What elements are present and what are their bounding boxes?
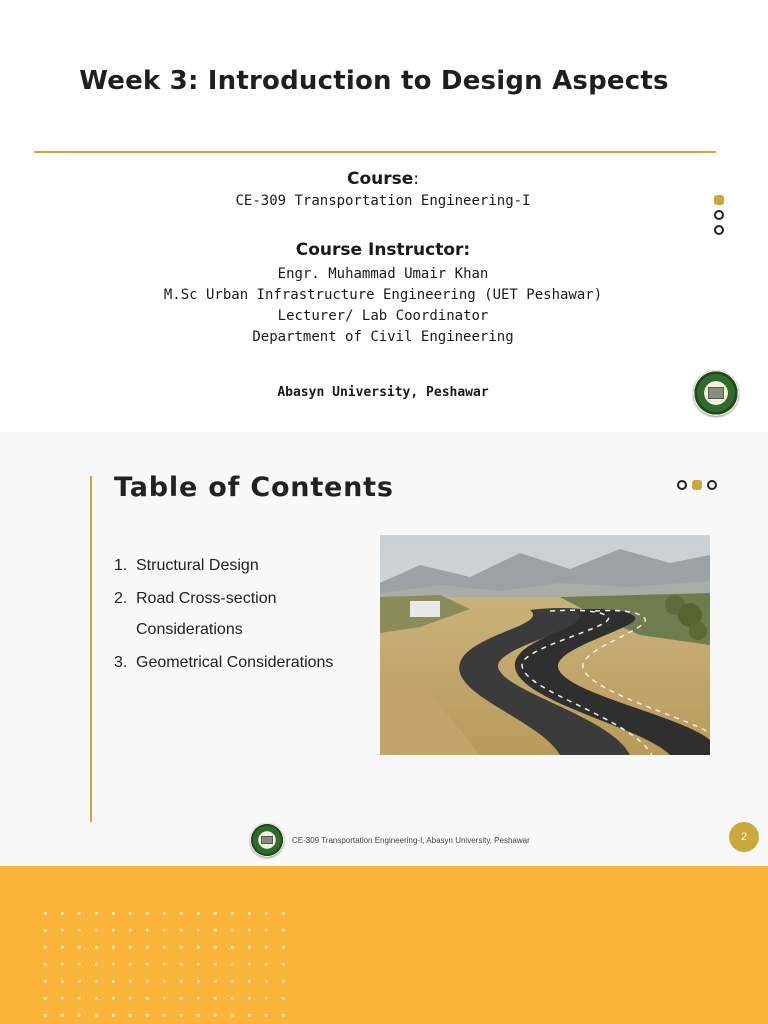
list-item [114, 550, 354, 581]
dot-active-icon [692, 480, 702, 490]
instructor-degree: M.Sc Urban Infrastructure Engineering (UET Peshawar) [163, 287, 603, 303]
grid-dot [282, 929, 285, 932]
grid-dot [112, 980, 115, 983]
grid-dot [61, 997, 64, 1000]
list-item-text: Road Cross-section Considerations [136, 590, 277, 638]
grid-dot [282, 963, 285, 966]
page-number-badge: 2 [729, 822, 759, 852]
instructor-department: Department of Civil Engineering [252, 329, 514, 345]
grid-dot [95, 929, 98, 932]
grid-dot [95, 1014, 98, 1017]
grid-dot [214, 980, 217, 983]
grid-dot [180, 912, 183, 915]
highway-photo [380, 535, 710, 755]
grid-dot [231, 1014, 234, 1017]
university-name: Abasyn University, Peshawar [277, 385, 489, 400]
grid-dot [146, 946, 149, 949]
grid-dot [248, 980, 251, 983]
course-label [0, 169, 766, 189]
grid-dot [197, 980, 200, 983]
grid-dot [78, 980, 81, 983]
grid-dot [78, 1014, 81, 1017]
grid-dot [265, 946, 268, 949]
grid-dot [214, 963, 217, 966]
grid-dot [231, 963, 234, 966]
grid-dot [180, 980, 183, 983]
grid-dot [146, 997, 149, 1000]
grid-dot [163, 1014, 166, 1017]
grid-dot [248, 1014, 251, 1017]
dot-icon [714, 210, 724, 220]
grid-dot [248, 912, 251, 915]
grid-dot [146, 929, 149, 932]
title-slide [0, 0, 768, 432]
grid-dot [163, 946, 166, 949]
grid-dot [44, 946, 47, 949]
grid-dot [231, 946, 234, 949]
grid-dot [180, 963, 183, 966]
grid-dot [112, 997, 115, 1000]
grid-dot [163, 963, 166, 966]
list-item [114, 647, 354, 678]
grid-dot [231, 929, 234, 932]
grid-dot [197, 1014, 200, 1017]
grid-dot [95, 946, 98, 949]
grid-dot [265, 980, 268, 983]
grid-dot [282, 912, 285, 915]
footer-text: CE-309 Transportation Engineering-I, Abasyn University, Peshawar [292, 835, 530, 845]
grid-dot [146, 1014, 149, 1017]
grid-dot [78, 946, 81, 949]
grid-dot [95, 997, 98, 1000]
grid-dot [163, 997, 166, 1000]
contents-title: Table of Contents [114, 472, 394, 503]
list-item-text: Structural Design [136, 557, 259, 574]
grid-dot [44, 963, 47, 966]
grid-dot [248, 963, 251, 966]
grid-dot [248, 946, 251, 949]
grid-dot [112, 929, 115, 932]
grid-dot [44, 1014, 47, 1017]
course-label-colon: : [413, 169, 420, 189]
grid-dot [265, 1014, 268, 1017]
instructor-label: Course Instructor: [295, 240, 471, 260]
grid-dot [129, 946, 132, 949]
dot-icon [677, 480, 687, 490]
grid-dot [112, 946, 115, 949]
grid-dot [129, 1014, 132, 1017]
dot-icon [707, 480, 717, 490]
grid-dot [180, 1014, 183, 1017]
grid-dot [61, 946, 64, 949]
grid-dot [214, 912, 217, 915]
grid-dot [78, 963, 81, 966]
title-divider [34, 151, 716, 153]
grid-dot [282, 1014, 285, 1017]
pagination-dots-icon [677, 480, 717, 492]
grid-dot [95, 980, 98, 983]
grid-dot [61, 929, 64, 932]
grid-dot [248, 929, 251, 932]
grid-dot [282, 997, 285, 1000]
grid-dot [197, 946, 200, 949]
grid-dot [180, 929, 183, 932]
accent-line [90, 476, 92, 822]
grid-dot [231, 980, 234, 983]
grid-dot [282, 946, 285, 949]
contents-slide [0, 432, 768, 866]
grid-dot [78, 912, 81, 915]
grid-dot [61, 912, 64, 915]
dot-active-icon [714, 195, 724, 205]
grid-dot [265, 929, 268, 932]
course-name: CE-309 Transportation Engineering-I [235, 193, 531, 209]
grid-dot [214, 1014, 217, 1017]
grid-dot [197, 912, 200, 915]
grid-dot [146, 963, 149, 966]
grid-dot [214, 997, 217, 1000]
grid-dot [163, 912, 166, 915]
grid-dot [231, 997, 234, 1000]
list-item [114, 583, 354, 645]
list-item-number: 3. [114, 654, 128, 671]
slide-title: Week 3: Introduction to Design Aspects [79, 66, 669, 96]
pagination-dots-icon [714, 195, 728, 240]
grid-dot [214, 946, 217, 949]
grid-dot [61, 963, 64, 966]
instructor-name: Engr. Muhammad Umair Khan [277, 266, 489, 282]
grid-dot [78, 929, 81, 932]
grid-dot [248, 997, 251, 1000]
grid-dot [163, 980, 166, 983]
grid-dot [95, 963, 98, 966]
grid-dot [61, 1014, 64, 1017]
grid-dot [95, 912, 98, 915]
instructor-details [0, 264, 766, 348]
grid-dot [231, 912, 234, 915]
list-item-text: Geometrical Considerations [136, 654, 334, 671]
university-seal-icon [250, 823, 284, 857]
next-slide [0, 866, 768, 1024]
decorative-dot-grid [40, 908, 300, 1024]
grid-dot [282, 980, 285, 983]
grid-dot [61, 980, 64, 983]
grid-dot [197, 997, 200, 1000]
grid-dot [214, 929, 217, 932]
grid-dot [44, 929, 47, 932]
grid-dot [129, 963, 132, 966]
dot-icon [714, 225, 724, 235]
grid-dot [265, 963, 268, 966]
grid-dot [197, 929, 200, 932]
contents-list [114, 550, 354, 680]
grid-dot [129, 980, 132, 983]
grid-dot [44, 997, 47, 1000]
grid-dot [265, 997, 268, 1000]
grid-dot [146, 980, 149, 983]
instructor-position: Lecturer/ Lab Coordinator [277, 308, 489, 324]
list-item-number: 1. [114, 557, 128, 574]
grid-dot [112, 1014, 115, 1017]
university-seal-icon [693, 370, 739, 416]
grid-dot [112, 912, 115, 915]
grid-dot [265, 912, 268, 915]
list-item-number: 2. [114, 590, 128, 607]
grid-dot [129, 912, 132, 915]
grid-dot [78, 997, 81, 1000]
course-label-text: Course [346, 169, 414, 189]
grid-dot [129, 997, 132, 1000]
grid-dot [163, 929, 166, 932]
grid-dot [44, 980, 47, 983]
grid-dot [180, 946, 183, 949]
grid-dot [146, 912, 149, 915]
grid-dot [197, 963, 200, 966]
grid-dot [44, 912, 47, 915]
grid-dot [112, 963, 115, 966]
slide-footer [250, 822, 530, 858]
grid-dot [180, 997, 183, 1000]
grid-dot [129, 929, 132, 932]
